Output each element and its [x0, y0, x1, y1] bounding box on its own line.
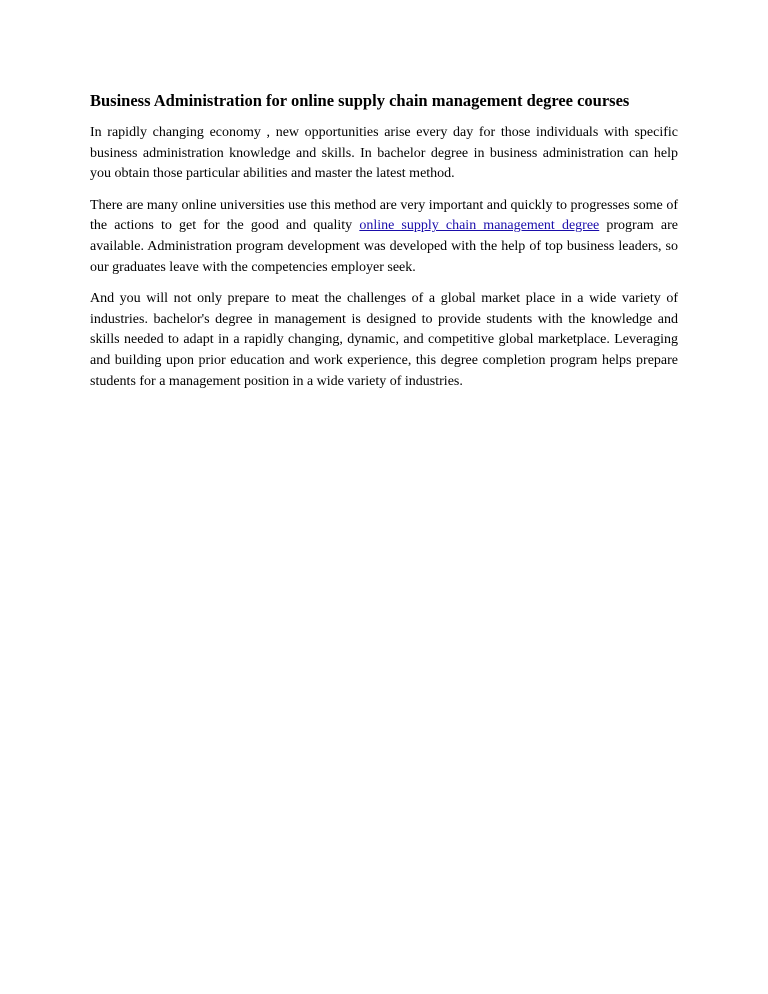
document-body	[90, 90, 678, 403]
paragraph-universities-before: There are many online universities use this method are very important and quickly to progresses some of the actions to get for the good and quality	[90, 197, 678, 234]
paragraph-intro: In rapidly changing economy , new opportunities arise every day for those individuals with specific business administration knowledge and skills. In bachelor degree in business administration can help you obtain those particular abilities and master the latest method.	[90, 125, 678, 182]
supply-chain-degree-link[interactable]: online supply chain management degree	[359, 218, 600, 234]
document-title: Business Administration for online supply chain management degree courses	[90, 91, 630, 110]
paragraph-universities	[90, 196, 678, 278]
paragraph-universities-after: program are available. Administration program development was developed with the help of top business leaders, so our graduates leave with the competencies employer seek.	[90, 218, 678, 275]
paragraph-global-market: And you will not only prepare to meat the challenges of a global market place in a wide variety of industries. bachelor's degree in management is designed to provide students with the knowledge and skills needed to adapt in a rapidly changing, dynamic, and competitive global marketplace. Leveraging and building upon prior education and work experience, this degree completion program helps prepare students for a management position in a wide variety of industries.	[90, 291, 678, 389]
